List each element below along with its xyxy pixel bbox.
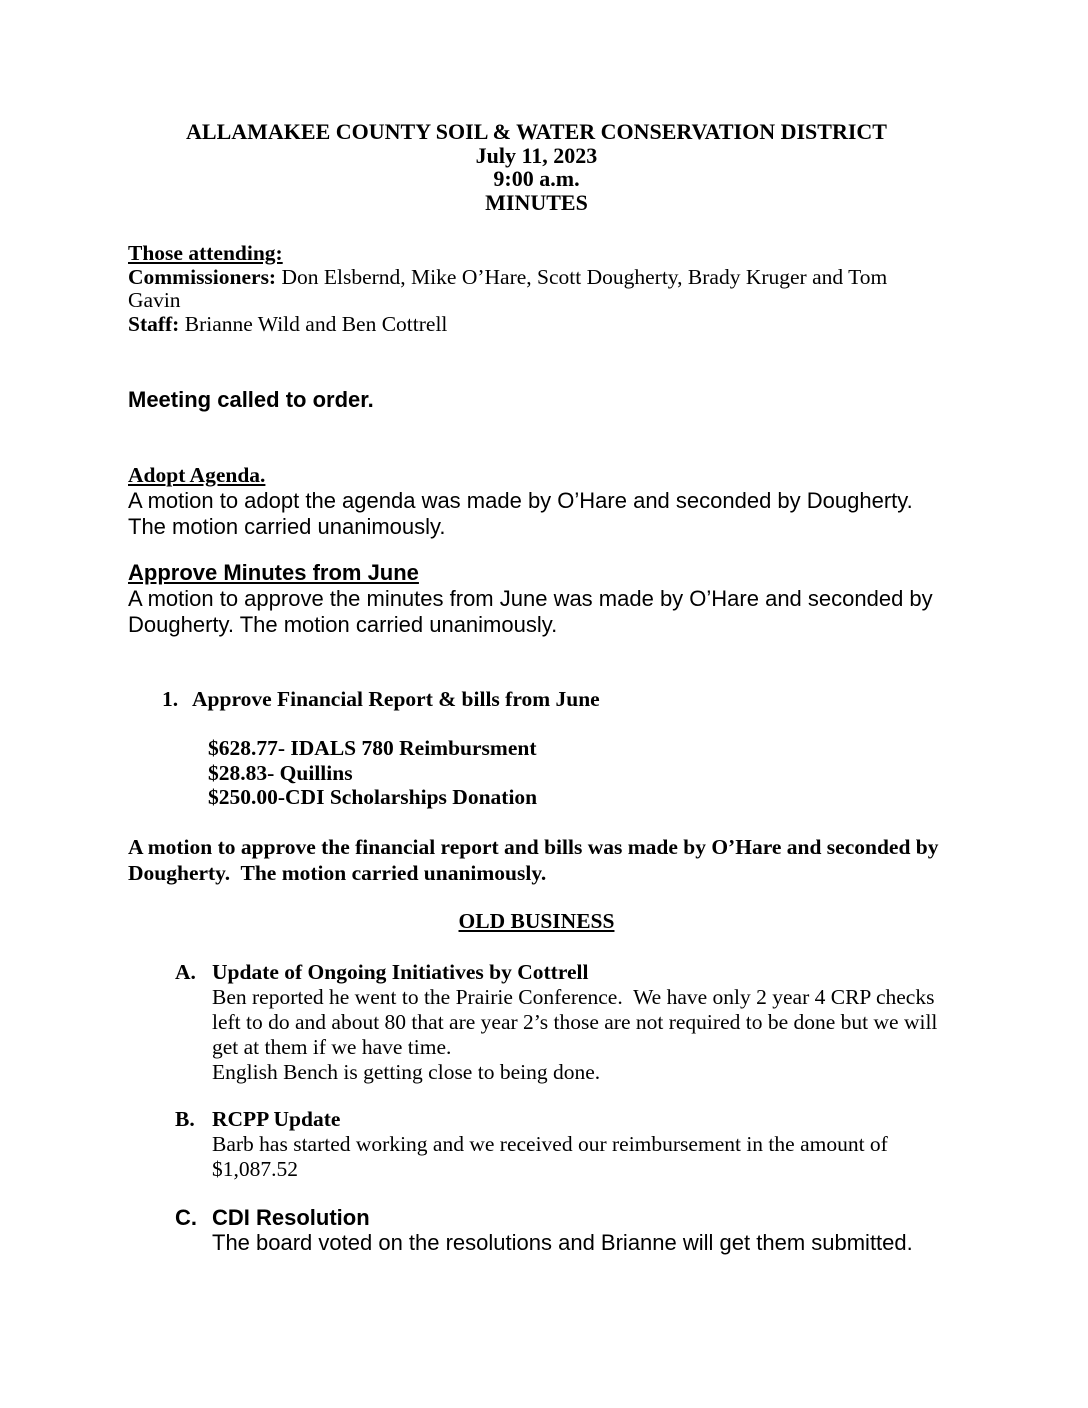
document-header (128, 120, 945, 214)
meeting-called-heading: Meeting called to order. (128, 387, 374, 412)
financial-heading: Approve Financial Report & bills from June (192, 687, 600, 711)
document-type: MINUTES (485, 189, 588, 215)
item-content (212, 1107, 945, 1182)
attendance-section (128, 242, 945, 336)
item-body: The board voted on the resolutions and Brianne will get them submitted. (212, 1229, 913, 1255)
staff-names: Brianne Wild and Ben Cottrell (179, 311, 448, 336)
adopt-agenda-section (128, 463, 945, 539)
old-business-item-a (175, 960, 945, 1085)
bill-item: $250.00-CDI Scholarships Donation (208, 785, 538, 809)
document-time: 9:00 a.m. (493, 166, 580, 191)
financial-report-section (128, 687, 945, 886)
adopt-agenda-body: A motion to adopt the agenda was made by O’Hare and seconded by Dougherty. The motion carried unanimously. (128, 488, 925, 539)
item-content (212, 1205, 945, 1255)
item-title: CDI Resolution (212, 1204, 370, 1230)
financial-motion: A motion to approve the financial report and bills was made by O’Hare and seconded by Dougherty. The motion carried unanimously. (128, 834, 944, 885)
old-business-item-b (175, 1107, 945, 1182)
old-business-heading: OLD BUSINESS (458, 908, 615, 933)
commissioners-names: Don Elsbernd, Mike O’Hare, Scott Dougherty, Brady Kruger and Tom Gavin (128, 264, 893, 312)
approve-minutes-heading: Approve Minutes from June (128, 560, 419, 585)
commissioners-label: Commissioners: (128, 264, 277, 289)
financial-heading-row (162, 687, 945, 711)
bill-item: $28.83- Quillins (208, 760, 353, 785)
attendance-heading: Those attending: (128, 241, 283, 265)
staff-label: Staff: (128, 311, 180, 336)
bills-list (208, 736, 945, 810)
item-title: Update of Ongoing Initiatives by Cottrell (212, 959, 589, 984)
item-letter: B. (175, 1106, 195, 1131)
item-letter: A. (175, 959, 196, 984)
old-business-heading-row (128, 909, 945, 933)
financial-item-number: 1. (162, 687, 179, 711)
item-title: RCPP Update (212, 1106, 341, 1131)
item-body: Ben reported he went to the Prairie Conference. We have only 2 year 4 CRP checks left to do and about 80 that are year 2’s those are not required to be done but we will get at them if we have time. (212, 984, 943, 1059)
approve-minutes-body: A motion to approve the minutes from June was made by O’Hare and seconded by Dougherty. The motion carried unanimously. (128, 586, 939, 637)
approve-minutes-section (128, 560, 945, 637)
item-body: Barb has started working and we received our reimbursement in the amount of $1,087.52 (212, 1131, 894, 1181)
document-title: ALLAMAKEE COUNTY SOIL & WATER CONSERVATION DISTRICT (186, 119, 887, 144)
document-date: July 11, 2023 (475, 142, 598, 168)
bill-item: $628.77- IDALS 780 Reimbursment (208, 736, 537, 760)
adopt-agenda-heading: Adopt Agenda. (128, 463, 266, 487)
old-business-item-c (175, 1205, 945, 1255)
commissioners-line (128, 266, 945, 313)
item-body: English Bench is getting close to being done. (212, 1059, 601, 1084)
item-letter: C. (175, 1204, 197, 1230)
staff-line (128, 313, 945, 337)
item-content (212, 960, 945, 1085)
